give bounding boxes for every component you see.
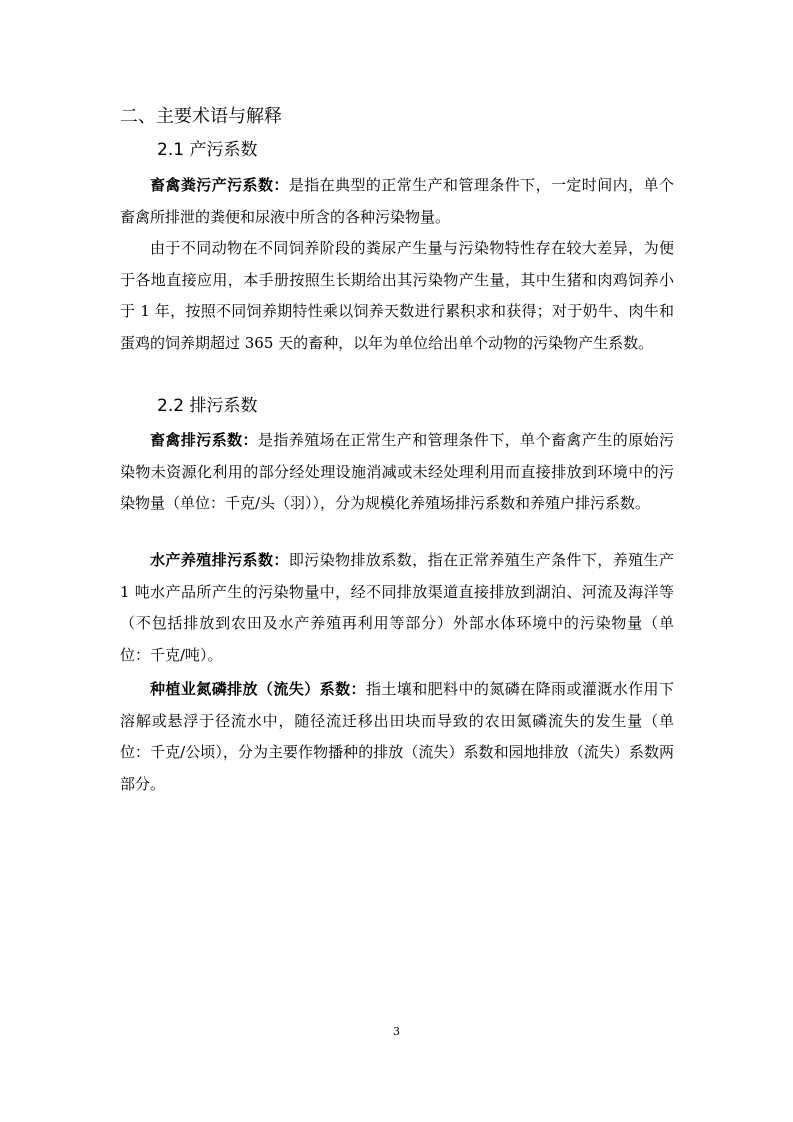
term-crop-nitrogen-phosphorus-loss-coefficient: 种植业氮磷排放（流失）系数： (150, 680, 366, 698)
paragraph-production-explanation (120, 233, 674, 359)
subsection-heading-2-2: 2.2 排污系数 (157, 396, 258, 416)
definition-text: 是指在典型的正常生产和管理条件下，一定时间内，单个畜禽所排泄的粪便和尿液中所含的各种污染物量。 (120, 176, 674, 226)
paragraph-aquaculture-discharge-coefficient (120, 545, 674, 671)
page-number: 3 (393, 1025, 400, 1038)
paragraph-crop-nitrogen-phosphorus-loss-coefficient (120, 674, 674, 800)
paragraph-livestock-discharge-coefficient (120, 425, 674, 520)
term-livestock-manure-production-coefficient: 畜禽粪污产污系数： (150, 176, 289, 194)
term-livestock-discharge-coefficient: 畜禽排污系数： (150, 431, 258, 449)
term-aquaculture-discharge-coefficient: 水产养殖排污系数： (150, 551, 289, 569)
subsection-heading-2-1: 2.1 产污系数 (157, 140, 258, 160)
paragraph-livestock-manure-production-coefficient (120, 170, 674, 233)
definition-text: 指土壤和肥料中的氮磷在降雨或灌溉水作用下溶解或悬浮于径流水中，随径流迁移出田块而导致的农田氮磷流失的发生量（单位：千克/公顷），分为主要作物播种的排放（流失）系数和园地排放（流失）系数两部分。 (120, 680, 674, 793)
section-title: 二、主要术语与解释 (120, 106, 282, 127)
explanation-text: 由于不同动物在不同饲养阶段的粪尿产生量与污染物特性存在较大差异，为便于各地直接应用，本手册按照生长期给出其污染物产生量，其中生猪和肉鸡饲养小于 1 年，按照不同饲养期特性乘以饲养天数进行累积求和获得；对于奶牛、肉牛和蛋鸡的饲养期超过 365 天的畜种，以年为单位给出单个动物的污染物产生系数。 (120, 239, 674, 352)
definition-text: 是指养殖场在正常生产和管理条件下，单个畜禽产生的原始污染物未资源化利用的部分经处理设施消减或未经处理利用而直接排放到环境中的污染物量（单位：千克/头（羽）），分为规模化养殖场排污系数和养殖户排污系数。 (120, 431, 674, 512)
definition-text: 即污染物排放系数，指在正常养殖生产条件下，养殖生产 1 吨水产品所产生的污染物量中，经不同排放渠道直接排放到湖泊、河流及海洋等（不包括排放到农田及水产养殖再利用等部分）外部水体环境中的污染物量（单位：千克/吨）。 (120, 551, 674, 664)
